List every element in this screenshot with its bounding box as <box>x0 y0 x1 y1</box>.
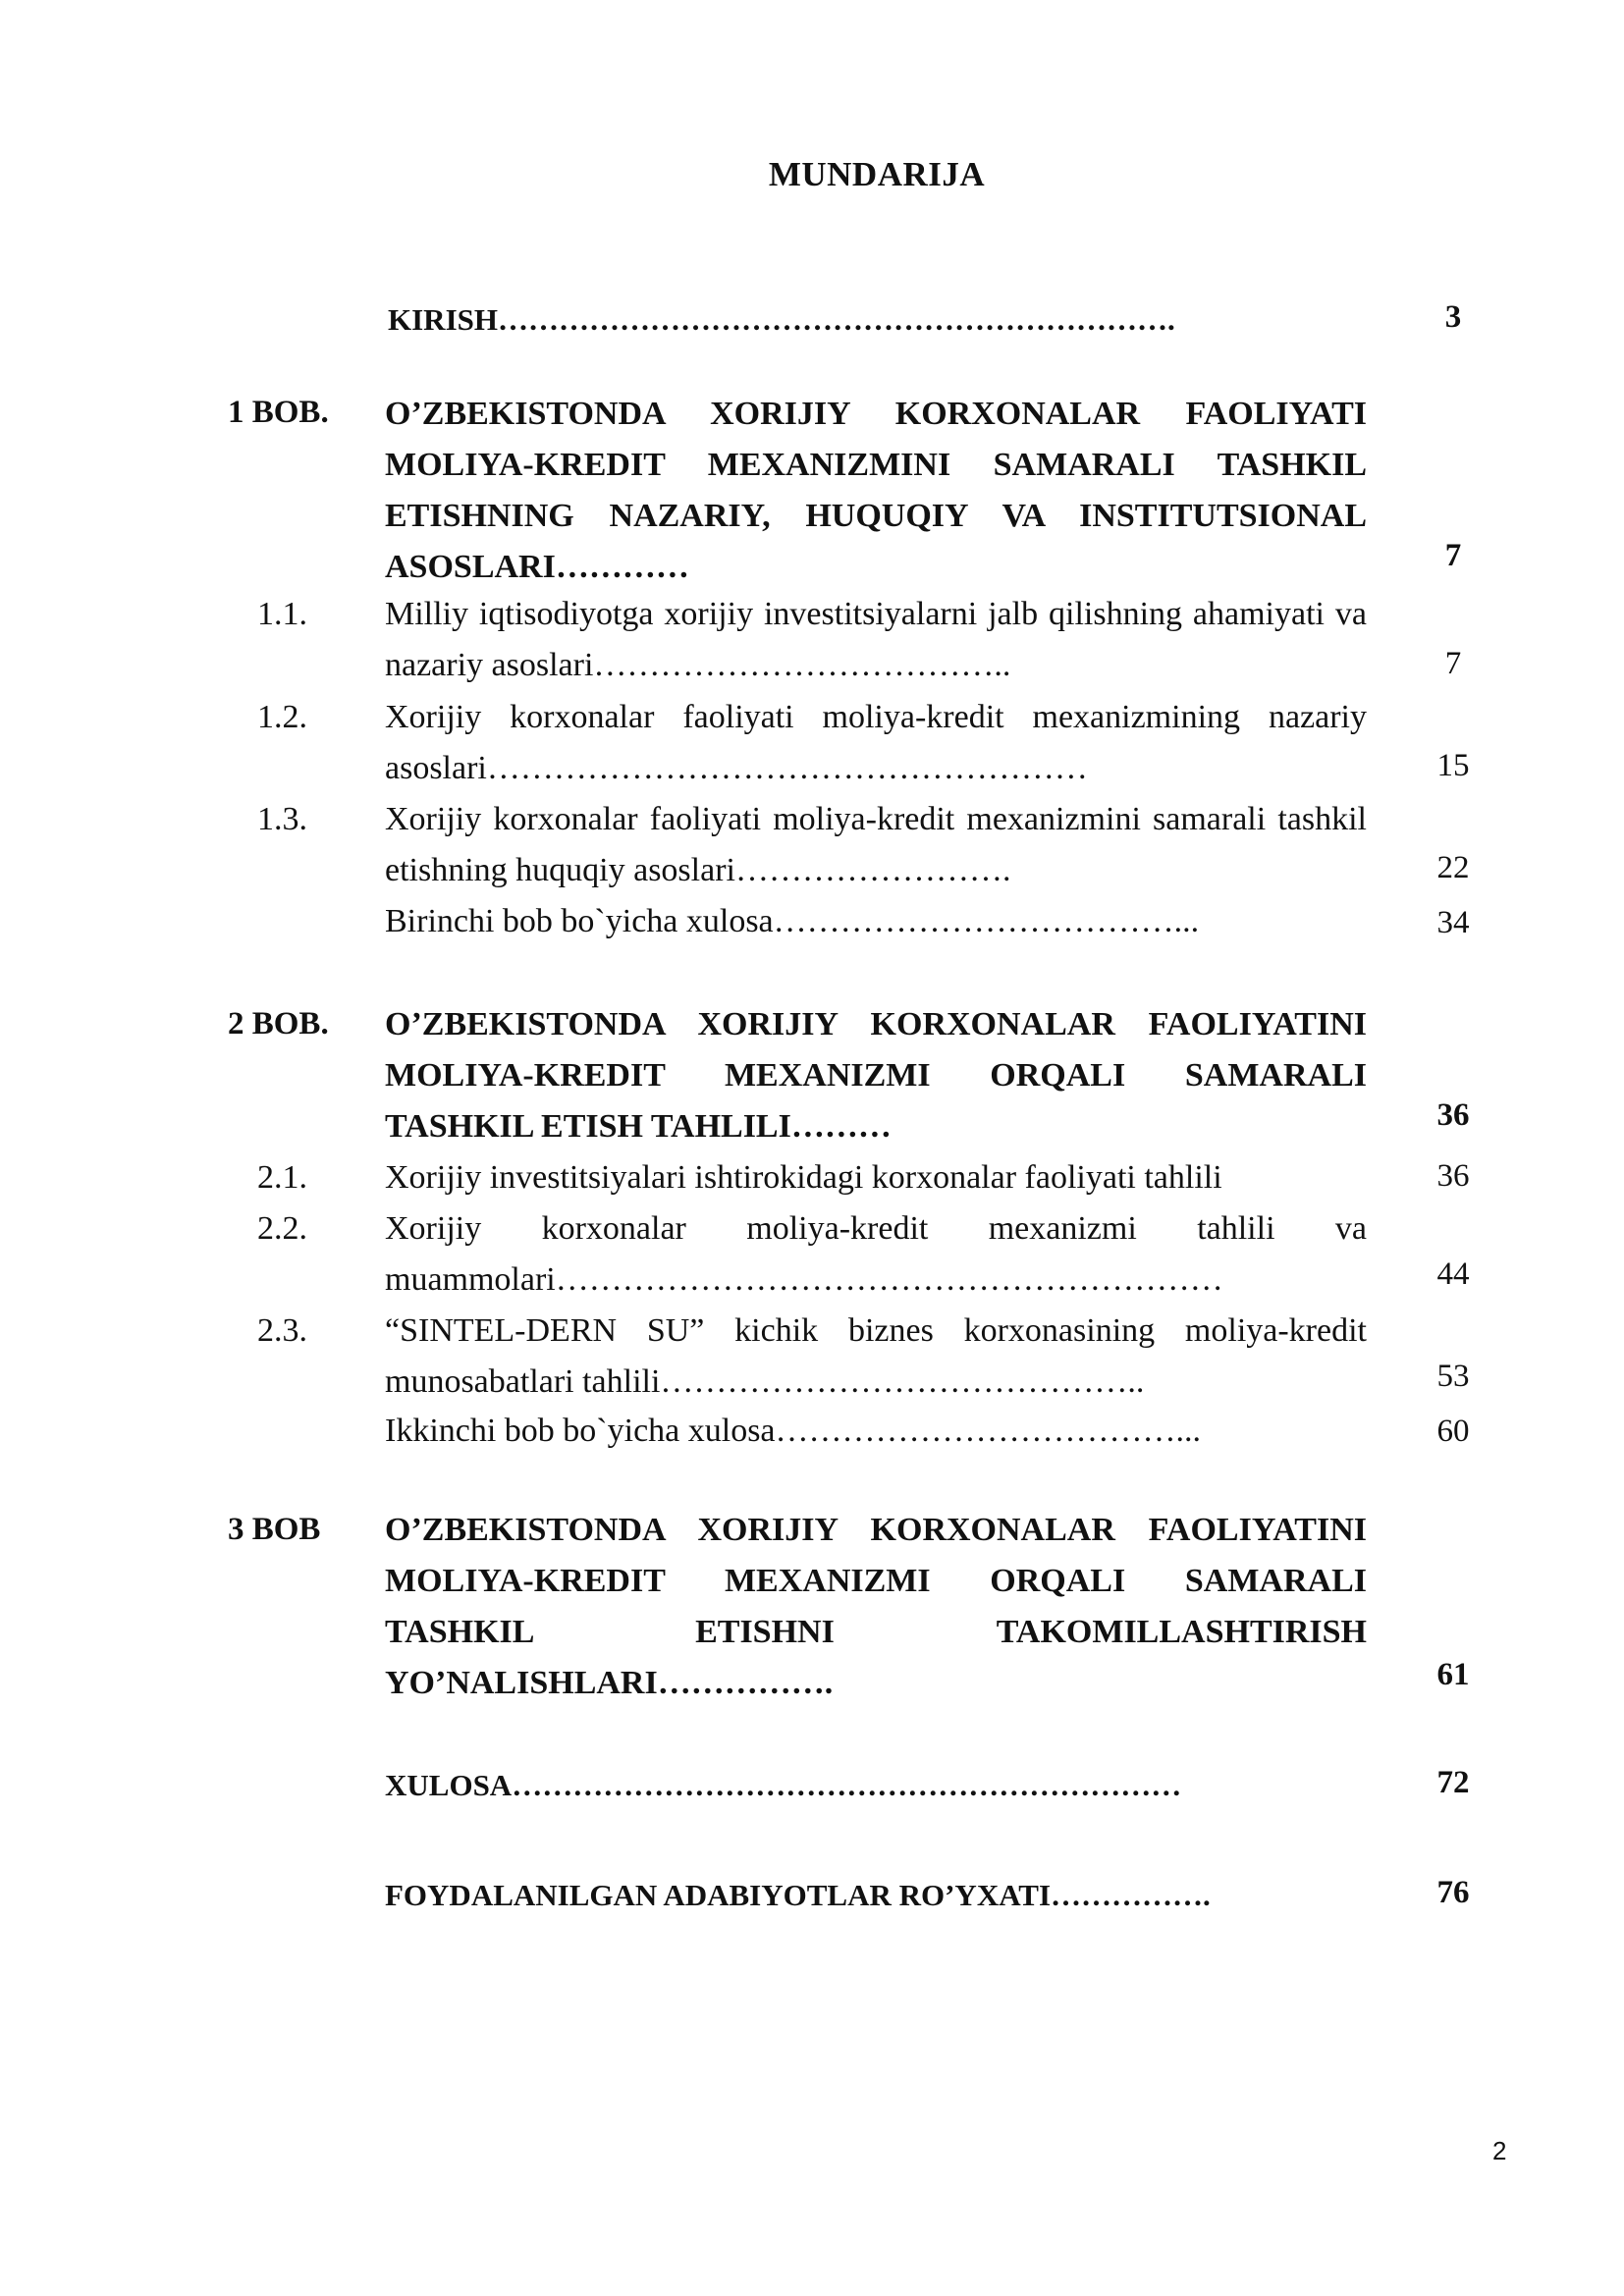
chapter-label-3: 3 BOB <box>228 1512 321 1547</box>
chapter-label-2: 2 BOB. <box>228 1006 329 1041</box>
toc-page-section-2-1: 36 <box>1436 1158 1470 1194</box>
toc-entry-conclusion-2: Ikkinchi bob bo`yicha xulosa………………………………... <box>385 1413 1202 1449</box>
section-label-1-3: 1.3. <box>257 801 307 837</box>
toc-page-chapter-3: 61 <box>1436 1657 1470 1692</box>
toc-entry-conclusion-1: Birinchi bob bo`yicha xulosa………………………………... <box>385 903 1200 939</box>
section-label-1-1: 1.1. <box>257 596 307 632</box>
chapter-label-1: 1 BOB. <box>228 395 329 430</box>
toc-page-section-2-2: 44 <box>1436 1256 1470 1292</box>
footer-page-number: 2 <box>1492 2136 1507 2165</box>
toc-entry-chapter-1: O’ZBEKISTONDA XORIJIY KORXONALAR FAOLIYATI MOLIYA-KREDIT MEXANIZMINI SAMARALI TASHKIL ETISHNING NAZARIY, HUQUQIY VA INSTITUTSIONAL ASOSLARI………… <box>385 396 1367 585</box>
toc-page-bibliography: 76 <box>1436 1875 1470 1910</box>
toc-entry-section-1-1: Milliy iqtisodiyotga xorijiy investitsiyalarni jalb qilishning ahamiyati va nazariy asoslari……………………………….. <box>385 596 1367 683</box>
toc-entry-section-2-3: “SINTEL-DERN SU” kichik biznes korxonasining moliya-kredit munosabatlari tahlili…………………………………….. <box>385 1312 1367 1400</box>
toc-page-xulosa: 72 <box>1436 1765 1470 1800</box>
section-label-2-2: 2.2. <box>257 1210 307 1247</box>
toc-page-kirish: 3 <box>1444 299 1462 335</box>
toc-page-section-1-3: 22 <box>1436 850 1470 885</box>
toc-page-conclusion-2: 60 <box>1436 1414 1470 1449</box>
toc-page-conclusion-1: 34 <box>1436 905 1470 940</box>
section-label-1-2: 1.2. <box>257 699 307 735</box>
toc-page-chapter-2: 36 <box>1436 1097 1470 1133</box>
toc-page-section-2-3: 53 <box>1436 1359 1470 1394</box>
toc-entry-section-2-1: Xorijiy investitsiyalari ishtirokidagi korxonalar faoliyati tahlili <box>385 1159 1222 1196</box>
toc-page-section-1-1: 7 <box>1444 646 1462 681</box>
toc-page-chapter-1: 7 <box>1444 538 1462 573</box>
page-title: MUNDARIJA <box>768 155 986 193</box>
toc-entry-chapter-3: O’ZBEKISTONDA XORIJIY KORXONALAR FAOLIYATINI MOLIYA-KREDIT MEXANIZMI ORQALI SAMARALI TASHKIL ETISHNI TAKOMILLASHTIRISH YO’NALISHLARI……………. <box>385 1512 1367 1701</box>
section-label-2-1: 2.1. <box>257 1159 307 1196</box>
toc-entry-kirish: KIRISH…………………………………………………………. <box>388 302 1175 337</box>
toc-entry-section-1-2: Xorijiy korxonalar faoliyati moliya-kredit mexanizmining nazariy asoslari……………………………………………… <box>385 699 1367 786</box>
toc-entry-section-1-3: Xorijiy korxonalar faoliyati moliya-kredit mexanizmini samarali tashkil etishning huquqiy asoslari……………………. <box>385 801 1367 888</box>
section-label-2-3: 2.3. <box>257 1312 307 1349</box>
toc-entry-chapter-2: O’ZBEKISTONDA XORIJIY KORXONALAR FAOLIYATINI MOLIYA-KREDIT MEXANIZMI ORQALI SAMARALI TASHKIL ETISH TAHLILI……… <box>385 1006 1367 1145</box>
toc-page-section-1-2: 15 <box>1436 748 1470 783</box>
toc-entry-section-2-2: Xorijiy korxonalar moliya-kredit mexanizmi tahlili va muammolari…………………………………………………… <box>385 1210 1367 1298</box>
toc-entry-xulosa: XULOSA………………………………………………………… <box>385 1768 1182 1802</box>
toc-entry-bibliography: FOYDALANILGAN ADABIYOTLAR RO’YXATI……………. <box>385 1878 1211 1912</box>
